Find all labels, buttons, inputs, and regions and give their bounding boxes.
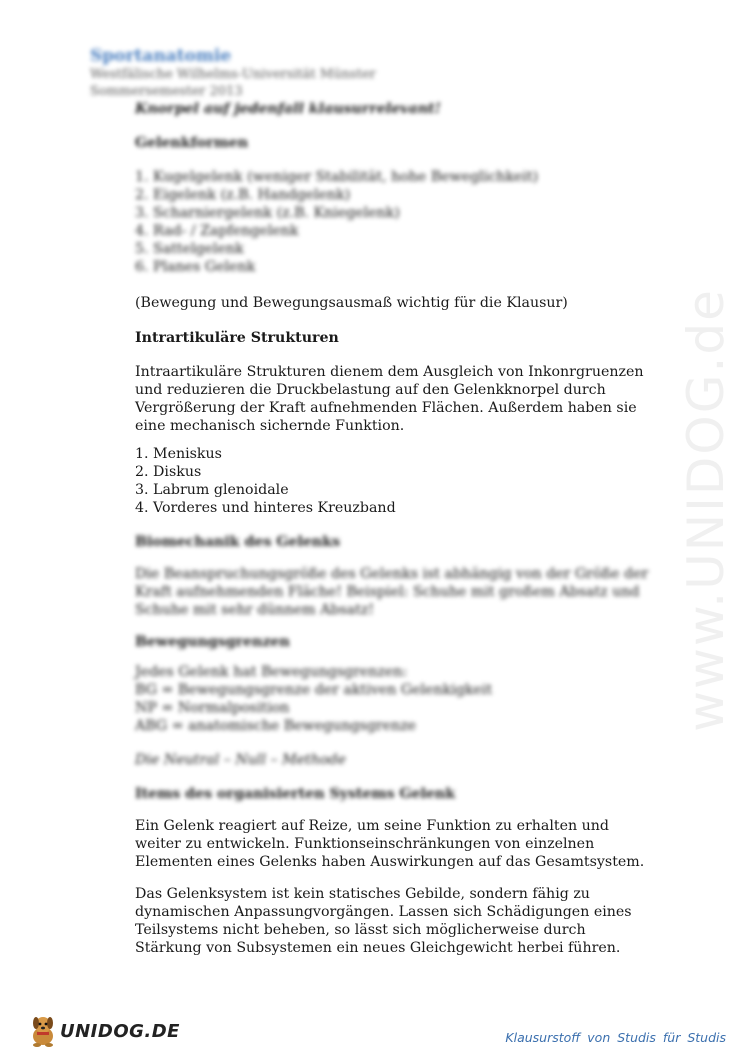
bewegung-note: (Bewegung und Bewegungsausmaß wichtig für die Klausur) [135, 295, 568, 311]
relevance-note: Knorpel auf jedenfall klausurrelevant! [135, 101, 441, 117]
heading-intraartikulaer: Intrartikuläre Strukturen [135, 330, 339, 346]
list-item: BG = Bewegungsgrenze der aktiven Gelenkigkeit [135, 682, 493, 698]
list-item: 1. Kugelgelenk (weniger Stabilität, hohe Beweglichkeit) [135, 169, 539, 185]
heading-gelenkformen: Gelenkformen [135, 135, 249, 151]
document-body [135, 100, 655, 957]
list-item: 1. Meniskus [135, 446, 222, 462]
neutral-null-methode: Die Neutral – Null – Methode [135, 752, 346, 768]
list-item: Jedes Gelenk hat Bewegungsgrenzen: [135, 664, 408, 680]
list-item: 4. Vorderes und hinteres Kreuzband [135, 500, 396, 516]
gelenkformen-list [135, 168, 655, 276]
list-item: 2. Diskus [135, 464, 202, 480]
bewegungsgrenzen-list [135, 663, 655, 735]
list-item: 3. Scharniergelenk (z.B. Kniegelenk) [135, 205, 400, 221]
watermark-text: www.UNIDOG.de [677, 288, 735, 732]
system-paragraph-1: Ein Gelenk reagiert auf Reize, um seine Funktion zu erhalten und weiter zu entwickeln. Funktionseinschränkungen von einzelnen Elementen eines Gelenks haben Auswirkungen auf das Gesamtsystem. [135, 818, 645, 870]
heading-bewegungsgrenzen: Bewegungsgrenzen [135, 634, 290, 650]
semester: Sommersemester 2013 [90, 84, 243, 99]
dog-icon [28, 1014, 58, 1048]
system-paragraph-2: Das Gelenksystem ist kein statisches Gebilde, sondern fähig zu dynamischen Anpassungvorgängen. Lassen sich Schädigungen eines Teilsystems nicht beheben, so lässt sich möglicherweise durch Stärkung von Subsystemen ein neues Gleichgewicht herbei führen. [135, 886, 632, 956]
list-item: 4. Rad- / Zapfengelenk [135, 223, 299, 239]
biomechanik-paragraph: Die Beanspruchungsgröße des Gelenks ist abhängig von der Größe der Kraft aufnehmenden Fläche! Beispiel: Schuhe mit großem Absatz und Schuhe mit sehr dünnem Absatz! [135, 566, 649, 618]
footer-tagline: Klausurstoff von Studis für Studis [505, 1030, 726, 1045]
logo-text: UNIDOG.DE [60, 1020, 180, 1042]
list-item: 6. Planes Gelenk [135, 259, 256, 275]
intra-paragraph: Intraartikuläre Strukturen dienem dem Ausgleich von Inkonrgruenzen und reduzieren die Druckbelastung auf den Gelenkknorpel durch Vergrößerung der Kraft aufnehmenden Flächen. Außerdem haben sie eine mechanisch sichernde Funktion. [135, 364, 644, 434]
heading-biomechanik: Biomechanik des Gelenks [135, 534, 341, 550]
university-name: Westfälische Wilhelms-Universität Münster [90, 67, 376, 82]
list-item: 3. Labrum glenoidale [135, 482, 289, 498]
list-item: ABG = anatomische Bewegungsgrenze [135, 718, 417, 734]
list-item: 5. Sattelgelenk [135, 241, 244, 257]
intra-list [135, 445, 655, 517]
heading-system: Items des organisierten Systems Gelenk [135, 786, 456, 802]
list-item: 2. Eigelenk (z.B. Handgelenk) [135, 187, 351, 203]
unidog-logo [28, 1014, 180, 1048]
document-title: Sportanatomie [90, 46, 232, 66]
document-header [90, 46, 376, 100]
list-item: NP = Normalposition [135, 700, 290, 716]
